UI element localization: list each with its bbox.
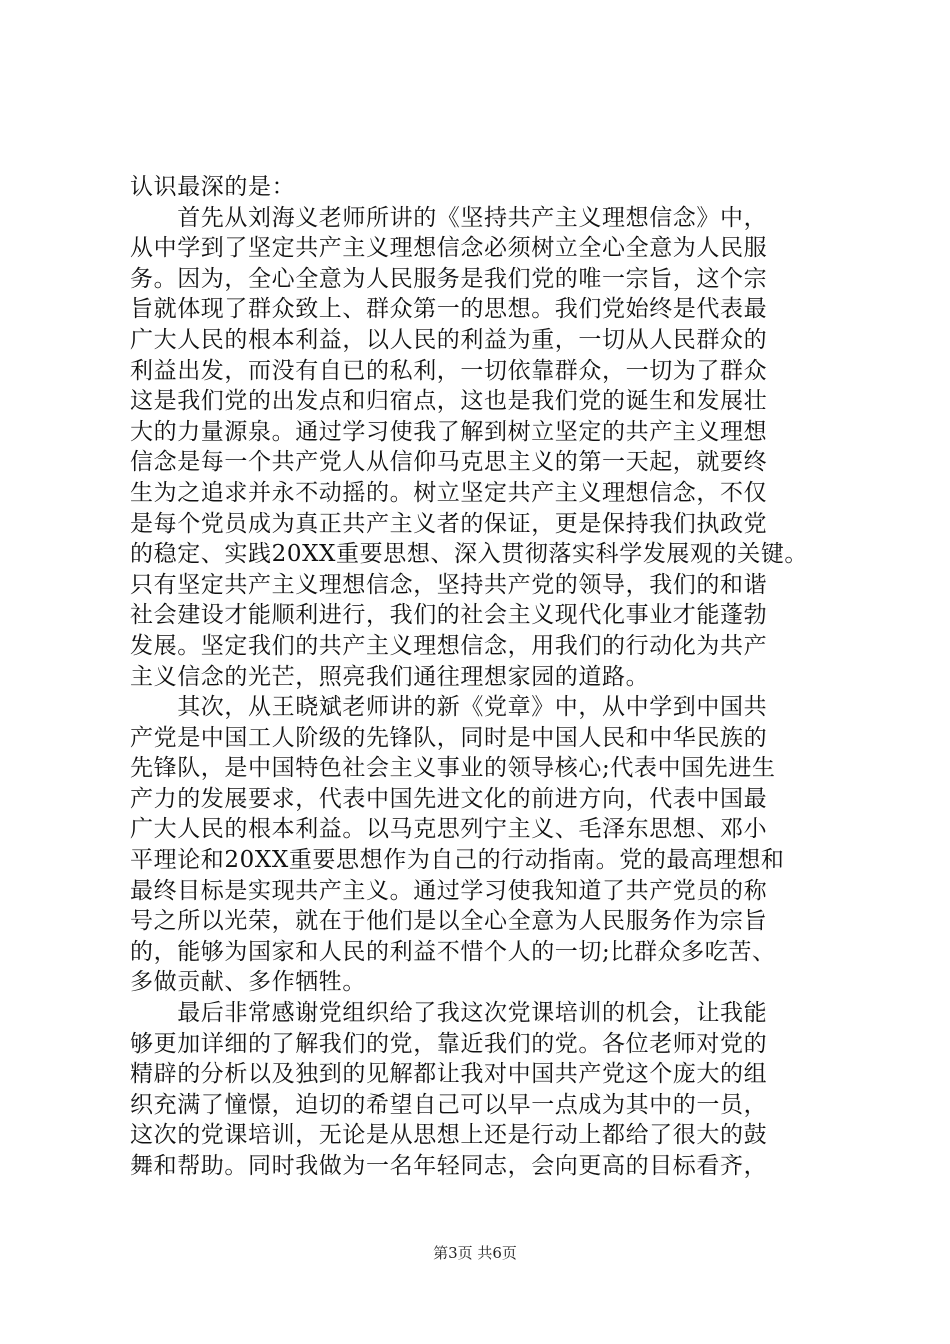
text-line: 广大人民的根本利益，以人民的利益为重，一切从人民群众的	[130, 326, 768, 353]
text-line: 的稳定、实践20XX重要思想、深入贯彻落实科学发展观的关键。	[130, 541, 809, 568]
text-line: 其次，从王晓斌老师讲的新《党章》中，从中学到中国共	[130, 694, 768, 721]
text-line: 这是我们党的出发点和归宿点，这也是我们党的诞生和发展壮	[130, 388, 768, 415]
text-line: 信念是每一个共产党人从信仰马克思主义的第一天起，就要终	[130, 449, 768, 476]
text-line: 先锋队，是中国特色社会主义事业的领导核心;代表中国先进生	[130, 755, 776, 782]
text-line: 产力的发展要求，代表中国先进文化的前进方向，代表中国最	[130, 785, 768, 812]
text-line: 是每个党员成为真正共产主义者的保证，更是保持我们执政党	[130, 510, 768, 537]
text-line: 最终目标是实现共产主义。通过学习使我知道了共产党员的称	[130, 877, 768, 904]
text-line: 平理论和20XX重要思想作为自己的行动指南。党的最高理想和	[130, 847, 785, 874]
text-line: 号之所以光荣，就在于他们是以全心全意为人民服务作为宗旨	[130, 908, 768, 935]
text-line: 这次的党课培训，无论是从思想上还是行动上都给了很大的鼓	[130, 1122, 768, 1149]
text-line: 最后非常感谢党组织给了我这次党课培训的机会，让我能	[130, 1000, 768, 1027]
text-line: 务。因为，全心全意为人民服务是我们党的唯一宗旨，这个宗	[130, 265, 768, 292]
text-line: 利益出发，而没有自已的私利，一切依靠群众，一切为了群众	[130, 357, 768, 384]
text-line: 旨就体现了群众致上、群众第一的思想。我们党始终是代表最	[130, 296, 768, 323]
text-line: 首先从刘海义老师所讲的《坚持共产主义理想信念》中，	[130, 204, 768, 231]
page-number-footer: 第3页 共6页	[433, 1244, 517, 1262]
text-line: 广大人民的根本利益。以马克思列宁主义、毛泽东思想、邓小	[130, 816, 768, 843]
text-line: 社会建设才能顺利进行，我们的社会主义现代化事业才能蓬勃	[130, 602, 768, 629]
text-line: 从中学到了坚定共产主义理想信念必须树立全心全意为人民服	[130, 235, 768, 262]
text-line: 只有坚定共产主义理想信念，坚持共产党的领导，我们的和谐	[130, 571, 768, 598]
text-line: 大的力量源泉。通过学习使我了解到树立坚定的共产主义理想	[130, 418, 768, 445]
text-line: 舞和帮助。同时我做为一名年轻同志，会向更高的目标看齐，	[130, 1153, 768, 1179]
text-line: 发展。坚定我们的共产主义理想信念，用我们的行动化为共产	[130, 632, 768, 659]
text-line: 够更加详细的了解我们的党，靠近我们的党。各位老师对党的	[130, 1030, 768, 1057]
text-line: 多做贡献、多作牺牲。	[130, 969, 366, 996]
text-line: 织充满了憧憬，迫切的希望自己可以早一点成为其中的一员，	[130, 1091, 768, 1118]
text-line: 主义信念的光芒，照亮我们通往理想家园的道路。	[130, 663, 650, 690]
document-body	[130, 172, 830, 1182]
text-line: 产党是中国工人阶级的先锋队，同时是中国人民和中华民族的	[130, 724, 768, 751]
text-line: 认识最深的是：	[130, 174, 296, 200]
text-line: 的，能够为国家和人民的利益不惜个人的一切;比群众多吃苦、	[130, 938, 776, 965]
text-line: 生为之追求并永不动摇的。树立坚定共产主义理想信念，不仅	[130, 479, 768, 506]
text-line: 精辟的分析以及独到的见解都让我对中国共产党这个庞大的组	[130, 1061, 768, 1088]
